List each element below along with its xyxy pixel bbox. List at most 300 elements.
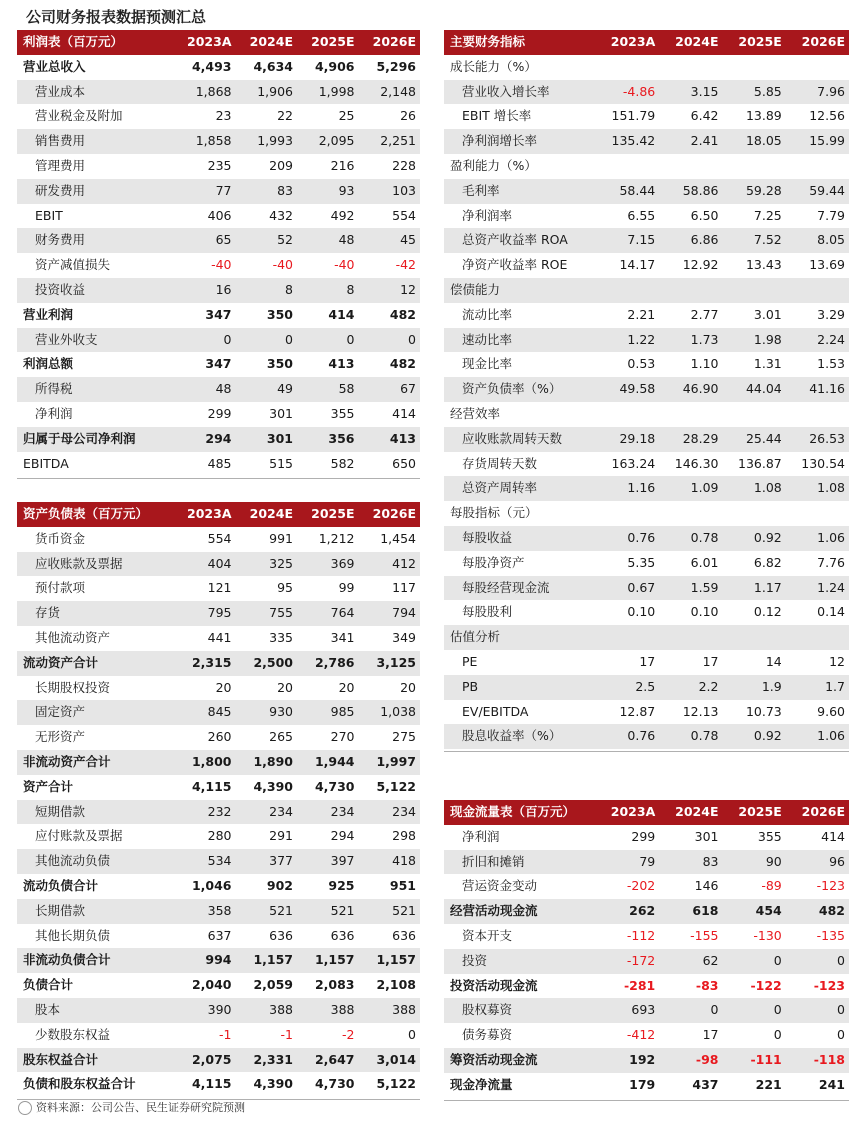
table-row [444,278,849,303]
row-value: 0 [723,949,786,974]
row-value: -123 [813,977,845,993]
table-row [444,129,849,154]
row-value: 413 [328,356,355,372]
row-value: 4,730 [314,778,355,794]
row-value: -122 [750,977,782,993]
row-label: 长期股权投资 [35,679,111,695]
table-row [444,228,849,253]
table-row [444,154,849,179]
row-value: 6.01 [690,554,719,570]
year-header: 2025E [297,30,359,55]
row-value: 1.98 [723,328,786,353]
row-value: 1,993 [236,129,298,154]
row-label: PB [444,675,596,700]
row-value: 418 [359,849,421,874]
row-label: 营业利润 [23,306,74,322]
row-value: 7.96 [786,80,849,105]
row-value: 0 [174,328,236,353]
row-value: 3.01 [753,306,782,322]
row-value: 1.09 [659,476,722,501]
table-row [444,352,849,377]
row-value: 25.44 [723,427,786,452]
row-label: 流动比率 [462,306,513,322]
table-row [444,600,849,625]
row-value: 58 [297,377,359,402]
row-value: 1.06 [786,724,849,749]
row-label: 资产负债率（%） [444,377,596,402]
row-label: 筹资活动现金流 [444,1048,596,1073]
row-value: -83 [695,977,719,993]
row-value: 146.30 [674,455,719,471]
row-value: 397 [297,849,359,874]
row-value: 18.05 [723,129,786,154]
row-value: 0.10 [690,604,719,620]
table-row [17,874,420,899]
row-value: 3,014 [359,1048,421,1073]
row-value: 7.76 [817,554,845,570]
row-label: 营运资金变动 [462,878,538,894]
row-value: 845 [174,700,236,725]
row-value: 925 [328,877,355,893]
row-value: 521 [236,899,298,924]
table-row [17,328,420,353]
row-value: 2.21 [627,306,656,322]
year-header: 2026E [359,30,421,55]
row-value: 1.9 [723,675,786,700]
row-value: 2,075 [174,1048,236,1073]
row-value: 298 [392,828,416,844]
table-row [17,651,420,676]
row-value [596,625,659,650]
row-value: 0.76 [596,724,659,749]
row-label: 营业总收入 [23,58,86,74]
row-value: 437 [692,1076,719,1092]
row-value [723,55,786,80]
row-value: 301 [236,427,298,452]
year-header: 2024E [659,30,722,55]
row-value: 0.76 [596,526,659,551]
row-value: 52 [236,228,298,253]
row-value: 412 [359,552,421,577]
row-label: 资产减值损失 [35,257,111,273]
row-value: 5.85 [723,80,786,105]
row-value: 301 [269,405,293,421]
row-value: 16 [174,278,236,303]
row-label: 成长能力（%） [450,58,537,74]
row-value: 534 [174,849,236,874]
row-value: 26.53 [786,427,849,452]
row-value: 0.78 [659,724,722,749]
table-row [17,1048,420,1073]
row-value: 3.15 [659,80,722,105]
row-value: 93 [297,179,359,204]
income-statement-table [17,30,420,479]
table-row [444,874,849,899]
row-value: 65 [174,228,236,253]
row-value: 2.5 [596,675,659,700]
row-value: 582 [330,455,355,471]
row-value: -130 [753,927,782,943]
table-row [17,303,420,328]
row-value: 13.89 [745,108,782,124]
row-value: 413 [359,427,421,452]
row-value: 369 [297,552,359,577]
row-label: 净利润增长率 [444,129,596,154]
table-row [444,80,849,105]
row-value: 0 [359,328,421,353]
row-value: 77 [174,179,236,204]
row-value: 234 [297,800,359,825]
row-label: EBITDA [23,455,69,471]
row-label: 经营效率 [450,405,501,421]
row-value: 6.50 [690,207,719,223]
row-value: 358 [174,899,236,924]
row-value: 234 [359,800,421,825]
table-row [444,1048,849,1073]
row-value: 693 [596,998,659,1023]
row-value: 17 [702,1027,719,1043]
row-value: 325 [236,552,298,577]
table-row [17,626,420,651]
row-label: PE [462,653,478,669]
balance-sheet-table [17,502,420,1100]
row-value [723,501,786,526]
table-row [17,700,420,725]
row-value: -412 [626,1027,656,1043]
row-value [659,55,722,80]
row-value: 2,059 [253,977,293,993]
table-row [17,402,420,427]
table-row [444,825,849,850]
table-row [444,303,849,328]
row-value: 2,647 [297,1048,359,1073]
row-value: 163.24 [611,455,656,471]
year-header: 2026E [786,30,849,55]
row-value: 1.17 [723,576,786,601]
table-row [444,204,849,229]
row-value: -202 [626,878,656,894]
table-row [444,55,849,80]
row-value [723,278,786,303]
table-row [444,1073,849,1098]
row-value: -281 [623,977,656,993]
row-label: 营业外收支 [17,328,174,353]
row-value: 985 [297,700,359,725]
row-value: 390 [174,998,236,1023]
row-value: 265 [269,729,293,745]
year-header: 2024E [236,30,298,55]
row-value: 355 [330,405,355,421]
row-value: 1,997 [359,750,421,775]
row-value: 6.42 [690,108,719,124]
row-value: 2.2 [659,675,722,700]
table-row [17,204,420,229]
row-value: 17 [639,653,656,669]
row-value: 1,157 [359,948,421,973]
table-row [444,700,849,725]
row-value: 1.10 [690,356,719,372]
row-value: 1,157 [236,948,298,973]
row-value: 5,296 [376,58,416,74]
row-value: 58.44 [596,179,659,204]
table-row [444,998,849,1023]
row-value: 349 [392,629,416,645]
table-row [17,601,420,626]
row-value [596,402,659,427]
table-row [444,974,849,999]
row-value: 151.79 [611,108,656,124]
row-label: 负债和股东权益合计 [23,1076,136,1092]
row-label: 销售费用 [17,129,174,154]
row-value: 1,046 [191,877,232,893]
table-title: 利润表（百万元） [17,30,174,55]
row-value: 4,730 [314,1076,355,1092]
year-header: 2026E [359,502,421,527]
row-value: 764 [297,601,359,626]
row-label: 非流动资产合计 [17,750,174,775]
row-value: 1.22 [596,328,659,353]
row-value: 25 [338,108,355,124]
row-value: 7.25 [753,207,782,223]
row-value: 0 [786,998,849,1023]
row-label: 营业收入增长率 [444,80,596,105]
row-label: 净利润 [462,828,500,844]
row-value: 2,500 [236,651,298,676]
row-label: 利润总额 [23,356,74,372]
row-value: 4,115 [191,1076,232,1092]
row-value: 99 [338,580,355,596]
source-text: 资料来源：公司公告、民生证券研究院预测 [36,1101,245,1114]
row-label: 盈利能力（%） [450,157,537,173]
row-label: 现金净流量 [450,1076,513,1092]
row-value: 62 [659,949,722,974]
row-value: 554 [392,207,416,223]
row-value: 46.90 [659,377,722,402]
table-header-row [444,30,849,55]
row-value: 280 [207,828,232,844]
row-value: 12.56 [809,108,845,124]
table-row [17,154,420,179]
row-value: 515 [269,455,293,471]
row-value: 262 [596,899,659,924]
row-label: 无形资产 [35,729,86,745]
table-row [444,179,849,204]
row-value: 1,212 [318,530,355,546]
row-label: 负债合计 [23,977,74,993]
row-value [723,154,786,179]
row-value: 341 [330,629,355,645]
row-value: 135.42 [596,129,659,154]
row-value: 228 [392,157,416,173]
row-value: 991 [269,530,293,546]
row-value: -89 [761,878,782,894]
year-header: 2025E [297,502,359,527]
table-row [444,899,849,924]
row-label: 其他流动负债 [17,849,174,874]
row-value: 12.92 [682,257,719,273]
row-value: -135 [816,927,845,943]
row-value: 0 [659,998,722,1023]
row-value: 2,148 [359,80,421,105]
row-value: 4,115 [191,778,232,794]
logo-icon [18,1101,32,1115]
row-value [786,278,849,303]
row-value: 454 [723,899,786,924]
row-value [659,278,722,303]
row-value: 414 [328,306,355,322]
table-row [17,824,420,849]
row-value: -40 [272,257,293,273]
row-value: 377 [236,849,298,874]
row-value: 930 [236,700,298,725]
row-label: 营业成本 [17,80,174,105]
row-value: 618 [659,899,722,924]
row-value: 2,331 [236,1048,298,1073]
row-label: 总资产收益率 ROA [444,228,596,253]
row-value: 83 [659,850,722,875]
row-value: 20 [215,679,232,695]
row-value: 388 [359,998,421,1023]
row-value: 2.77 [690,306,719,322]
row-value: 221 [755,1076,782,1092]
row-value: 482 [389,356,416,372]
row-label: 应收账款周转天数 [444,427,596,452]
row-value: 294 [330,828,355,844]
row-value: 103 [359,179,421,204]
row-value: 301 [694,828,719,844]
year-header: 2023A [596,800,659,825]
table-row [17,576,420,601]
row-label: EBIT [35,207,63,223]
page-title: 公司财务报表数据预测汇总 [26,8,207,26]
row-value: 755 [236,601,298,626]
row-value: 13.43 [745,257,782,273]
row-value [659,154,722,179]
row-value: 5,122 [376,1076,416,1092]
row-label: 存货周转天数 [462,455,538,471]
table-row [444,402,849,427]
row-value: 3.29 [817,306,845,322]
table-header-row [444,800,849,825]
row-value: 299 [207,405,232,421]
row-value: 12.87 [619,703,656,719]
table-row [17,527,420,552]
row-value: 350 [266,306,293,322]
year-header: 2024E [659,800,722,825]
table-row [444,576,849,601]
row-value [659,402,722,427]
row-value: 637 [207,927,232,943]
row-label: 总资产周转率 [444,476,596,501]
table-row [17,179,420,204]
row-label: 经营活动现金流 [444,899,596,924]
table-row [444,924,849,949]
row-value: 0.67 [596,576,659,601]
row-value: 521 [297,899,359,924]
row-value: 482 [786,899,849,924]
row-label: 每股收益 [444,526,596,551]
row-value: 7.52 [723,228,786,253]
row-label: 长期借款 [17,899,174,924]
row-value: 192 [596,1048,659,1073]
row-label: 净资产收益率 ROE [462,257,568,273]
row-label: 资本开支 [462,927,513,943]
row-label: 财务费用 [17,228,174,253]
row-value [723,625,786,650]
table-row [17,352,420,377]
table-row [444,452,849,477]
row-value: 0.78 [659,526,722,551]
row-value: 1,868 [174,80,236,105]
row-value: 241 [818,1076,845,1092]
row-value: 216 [330,157,355,173]
row-value: 14 [765,653,782,669]
row-value: 8 [236,278,298,303]
row-value: 0.10 [627,604,656,620]
row-label: 折旧和摊销 [444,850,596,875]
row-value: 6.86 [659,228,722,253]
table-row [444,850,849,875]
row-value: 1,890 [236,750,298,775]
row-value: 1,038 [359,700,421,725]
row-value: 12.13 [682,703,719,719]
row-value: 10.73 [745,703,782,719]
row-value: 1.16 [596,476,659,501]
row-value: -123 [816,878,845,894]
row-value: 1.73 [659,328,722,353]
row-value: 23 [215,108,232,124]
row-value: 432 [269,207,293,223]
row-label: 净利润 [35,405,73,421]
row-value [596,501,659,526]
row-label: 研发费用 [17,179,174,204]
row-value [786,625,849,650]
table-row [17,427,420,452]
row-value: 1,800 [174,750,236,775]
row-value: 0.53 [627,356,656,372]
row-label: 存货 [17,601,174,626]
row-value [659,501,722,526]
row-value: 96 [786,850,849,875]
year-header: 2025E [723,30,786,55]
table-row [17,725,420,750]
row-value: 6.55 [627,207,656,223]
table-row [17,948,420,973]
row-value: 414 [821,828,845,844]
row-label: EV/EBITDA [462,703,529,719]
row-value: 636 [269,927,293,943]
row-value: 1.7 [786,675,849,700]
row-label: 投资 [444,949,596,974]
row-value: -111 [723,1048,786,1073]
table-row [444,328,849,353]
row-value: 117 [392,580,416,596]
row-value: -40 [334,257,355,273]
row-label: 固定资产 [17,700,174,725]
table-row [444,501,849,526]
row-value: 1,157 [297,948,359,973]
row-label: 股本 [17,998,174,1023]
row-label: 归属于母公司净利润 [17,427,174,452]
row-value: 83 [236,179,298,204]
row-value: 1.06 [786,526,849,551]
year-header: 2024E [236,502,298,527]
row-value: 12 [359,278,421,303]
row-label: 非流动负债合计 [17,948,174,973]
table-row [444,526,849,551]
row-value: -172 [596,949,659,974]
table-row [444,650,849,675]
